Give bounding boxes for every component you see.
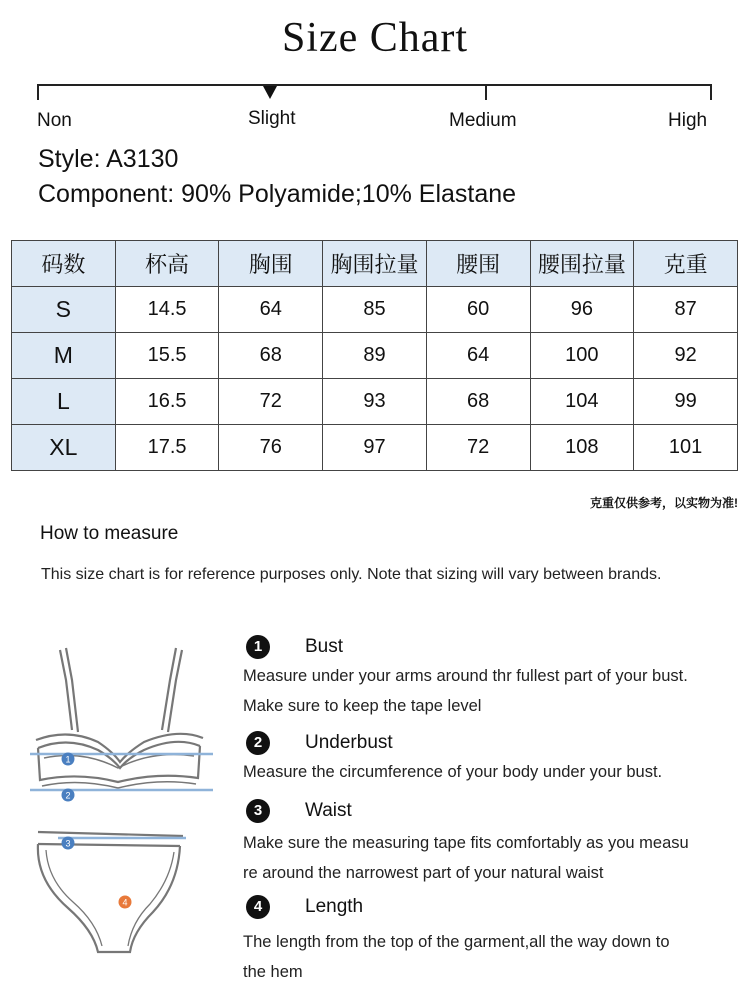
table-row bbox=[12, 287, 738, 333]
table-cell: 16.5 bbox=[115, 379, 219, 425]
component-line bbox=[38, 180, 516, 209]
table-cell: M bbox=[12, 333, 116, 379]
table-cell: 68 bbox=[219, 333, 323, 379]
table-cell: 97 bbox=[323, 425, 427, 471]
table-cell: 99 bbox=[634, 379, 738, 425]
table-cell: 85 bbox=[323, 287, 427, 333]
marker-1-icon bbox=[62, 753, 75, 766]
style-label: Style: bbox=[38, 145, 101, 173]
step-1-line-2: Make sure to keep the tape level bbox=[243, 697, 482, 715]
table-cell: 108 bbox=[530, 425, 634, 471]
table-cell: 89 bbox=[323, 333, 427, 379]
scale-marker-triangle-icon bbox=[263, 86, 277, 99]
step-4-line-2: the hem bbox=[243, 963, 303, 981]
style-value: A3130 bbox=[106, 145, 179, 173]
header-size: 码数 bbox=[12, 241, 116, 287]
step-2-number-icon: 2 bbox=[246, 731, 270, 755]
table-cell: XL bbox=[12, 425, 116, 471]
scale-label-high: High bbox=[668, 110, 708, 131]
step-2-title: Underbust bbox=[305, 732, 393, 753]
bra-outline bbox=[36, 648, 203, 788]
component-value: 90% Polyamide;10% Elastane bbox=[181, 180, 517, 208]
table-cell: 68 bbox=[426, 379, 530, 425]
step-3-number-icon: 3 bbox=[246, 799, 270, 823]
scale-label-slight: Slight bbox=[248, 108, 296, 129]
component-label: Component: bbox=[38, 180, 175, 208]
marker-3-icon bbox=[62, 837, 75, 850]
header-weight: 克重 bbox=[634, 241, 738, 287]
scale-tick-high bbox=[710, 84, 712, 100]
table-cell: L bbox=[12, 379, 116, 425]
step-3-line-2: re around the narrowest part of your natural waist bbox=[243, 864, 604, 882]
size-table bbox=[11, 240, 738, 471]
how-to-measure-description: This size chart is for reference purposes only. Note that sizing will vary between brands. bbox=[41, 566, 662, 583]
garment-diagram bbox=[28, 640, 228, 960]
scale-line bbox=[38, 84, 712, 86]
page-title: Size Chart bbox=[281, 15, 469, 61]
table-cell: 64 bbox=[219, 287, 323, 333]
marker-2-icon bbox=[62, 789, 75, 802]
step-4-number-icon: 4 bbox=[246, 895, 270, 919]
table-cell: 87 bbox=[634, 287, 738, 333]
header-waist-stretch: 腰围拉量 bbox=[530, 241, 634, 287]
table-cell: S bbox=[12, 287, 116, 333]
svg-text:2: 2 bbox=[65, 790, 71, 801]
scale-label-non: Non bbox=[37, 110, 72, 131]
style-line bbox=[38, 145, 178, 174]
table-cell: 14.5 bbox=[115, 287, 219, 333]
how-to-measure-title: How to measure bbox=[40, 523, 179, 544]
header-bust: 胸围 bbox=[219, 241, 323, 287]
step-4-line-1: The length from the top of the garment,all the way down to bbox=[243, 933, 670, 951]
header-bust-stretch: 胸围拉量 bbox=[323, 241, 427, 287]
step-1-line-1: Measure under your arms around thr fullest part of your bust. bbox=[243, 667, 688, 685]
table-cell: 101 bbox=[634, 425, 738, 471]
table-cell: 17.5 bbox=[115, 425, 219, 471]
table-cell: 72 bbox=[426, 425, 530, 471]
table-cell: 93 bbox=[323, 379, 427, 425]
step-4-title: Length bbox=[305, 896, 364, 917]
table-cell: 76 bbox=[219, 425, 323, 471]
step-1-title: Bust bbox=[305, 636, 344, 657]
step-3-title: Waist bbox=[305, 800, 352, 821]
step-2-line-1: Measure the circumference of your body under your bust. bbox=[243, 763, 663, 781]
table-cell: 92 bbox=[634, 333, 738, 379]
svg-text:4: 4 bbox=[122, 897, 128, 908]
table-cell: 96 bbox=[530, 287, 634, 333]
weight-note: 克重仅供参考，以实物为准! bbox=[590, 496, 738, 510]
table-row bbox=[12, 379, 738, 425]
step-3-line-1: Make sure the measuring tape fits comfortably as you measu bbox=[243, 834, 689, 852]
scale-tick-non bbox=[37, 84, 39, 100]
header-cup-height: 杯高 bbox=[115, 241, 219, 287]
table-row bbox=[12, 425, 738, 471]
svg-text:3: 3 bbox=[65, 838, 71, 849]
scale-label-medium: Medium bbox=[449, 110, 517, 131]
header-waist: 腰围 bbox=[426, 241, 530, 287]
table-cell: 100 bbox=[530, 333, 634, 379]
table-cell: 72 bbox=[219, 379, 323, 425]
scale-tick-medium bbox=[485, 84, 487, 100]
table-cell: 64 bbox=[426, 333, 530, 379]
table-cell: 104 bbox=[530, 379, 634, 425]
table-cell: 60 bbox=[426, 287, 530, 333]
step-1-number-icon: 1 bbox=[246, 635, 270, 659]
table-cell: 15.5 bbox=[115, 333, 219, 379]
table-row bbox=[12, 333, 738, 379]
table-header-row bbox=[12, 241, 738, 287]
svg-text:1: 1 bbox=[65, 754, 71, 765]
briefs-outline bbox=[38, 832, 183, 952]
marker-4-icon bbox=[119, 896, 132, 909]
